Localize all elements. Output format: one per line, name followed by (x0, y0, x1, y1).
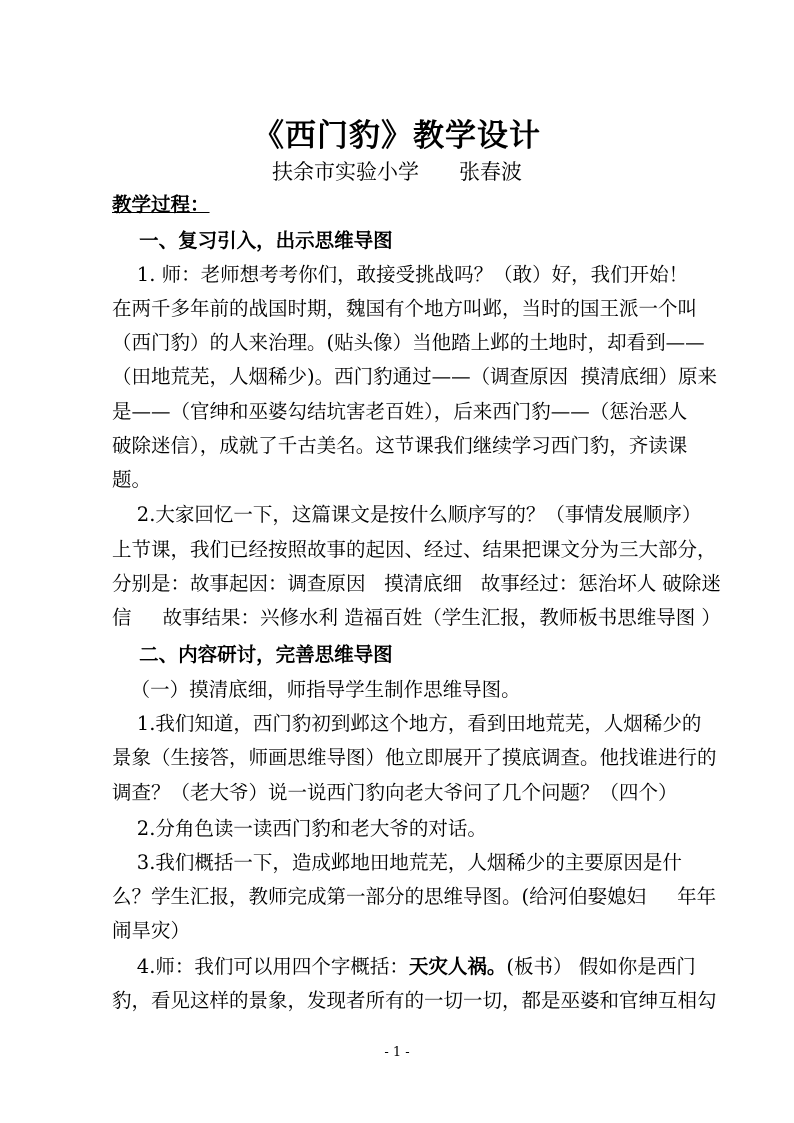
page-number: - 1 - (384, 1045, 410, 1060)
paragraph-line: 是——（官绅和巫婆勾结坑害老百姓），后来西门豹——（惩治恶人 (112, 400, 688, 423)
paragraph-line: 景象（生接答，师画思维导图）他立即展开了摸底调查。他找谁进行的 (112, 746, 717, 769)
paragraph-line: 信 故事结果：兴修水利 造福百姓（学生汇报，教师板书思维导图 ） (112, 606, 721, 629)
paragraph-line: （一）摸清底细，师指导学生制作思维导图。 (112, 678, 521, 701)
paragraph-line: 2.大家回忆一下，这篇课文是按什么顺序写的？（事情发展顺序） (112, 503, 702, 526)
document-title: 《西门豹》教学设计 (253, 118, 541, 154)
paragraph-line: （田地荒芜，人烟稀少)。西门豹通过——（调查原因 摸清底细）原来 (112, 365, 718, 388)
paragraph-line: 1. 师：老师想考考你们，敢接受挑战吗？（敢）好，我们开始！ (112, 263, 689, 286)
paragraph-line (112, 955, 696, 979)
section-heading: 教学过程： (112, 193, 210, 216)
document-author: 扶余市实验小学 张春波 (271, 160, 523, 184)
paragraph-line: 破除迷信），成就了千古美名。这节课我们继续学习西门豹，齐读课 (112, 434, 688, 457)
paragraph-line: 1.我们知道，西门豹初到邺这个地方，看到田地荒芜，人烟稀少的 (112, 712, 702, 735)
paragraph-line: 3.我们概括一下，造成邺地田地荒芜，人烟稀少的主要原因是什 (112, 851, 682, 874)
paragraph-line: 2.分角色读一读西门豹和老大爷的对话。 (112, 817, 487, 840)
paragraph-line: 题。 (112, 468, 152, 491)
paragraph-line: 闹旱灾） (112, 919, 191, 942)
paragraph-line: （西门豹）的人来治理。(贴头像）当他踏上邺的土地时，却看到—— (112, 331, 705, 354)
paragraph-line: 调查？（老大爷）说一说西门豹向老大爷问了几个问题？（四个） (112, 781, 678, 804)
paragraph-line: 在两千多年前的战国时期，魏国有个地方叫邺，当时的国王派一个叫 (112, 297, 698, 320)
paragraph-line: 一、复习引入，出示思维导图 (112, 229, 393, 252)
line-text-after: (板书） 假如你是西门 (506, 955, 696, 978)
paragraph-line: 上节课，我们已经按照故事的起因、经过、结果把课文分为三大部分， (112, 538, 717, 561)
paragraph-line: 豹，看见这样的景象，发现者所有的一切一切，都是巫婆和官绅互相勾 (112, 989, 717, 1012)
bold-phrase: 天灾人祸。 (408, 955, 507, 978)
paragraph-line: 么？学生汇报，教师完成第一部分的思维导图。(给河伯娶媳妇 年年 (112, 885, 717, 908)
paragraph-line: 二、内容研讨，完善思维导图 (112, 643, 393, 666)
line-text: 4.师：我们可以用四个字概括： (112, 955, 409, 978)
paragraph-line: 分别是：故事起因：调查原因 摸清底细 故事经过：惩治坏人 破除迷 (112, 572, 721, 595)
